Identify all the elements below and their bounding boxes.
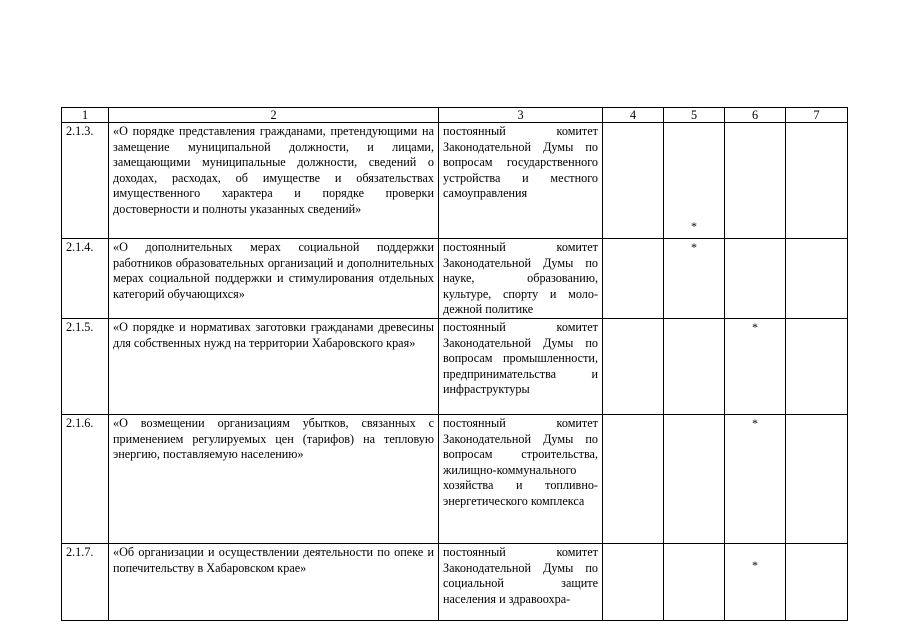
cell-col4 [603,239,664,319]
cell-col6 [725,239,786,319]
cell-col6: * [725,415,786,544]
column-number-1: 1 [62,108,109,123]
column-number-3: 3 [439,108,603,123]
cell-col4 [603,415,664,544]
item-number: 2.1.7. [62,544,109,621]
cell-col4 [603,319,664,415]
table-row [62,239,848,319]
cell-col5: * [664,123,725,239]
cell-col7 [786,319,848,415]
cell-col5 [664,415,725,544]
cell-col7 [786,239,848,319]
cell-col4 [603,123,664,239]
item-number: 2.1.4. [62,239,109,319]
column-number-2: 2 [109,108,439,123]
responsible-committee: постоянный комитет Законодательной Думы по вопросам строительства, жилищно-коммунального хозяйства и топливно-энергетического комплекса [439,415,603,544]
column-number-5: 5 [664,108,725,123]
column-number-6: 6 [725,108,786,123]
cell-col6: * [725,544,786,621]
column-number-7: 7 [786,108,848,123]
bill-title: «О порядке и нормативах заготовки гражданами древесины для собственных нужд на территории Хабаровского края» [109,319,439,415]
legislation-plan-table [61,107,848,621]
responsible-committee: постоянный комитет Законодательной Думы по вопросам государственного устройства и местного самоуправления [439,123,603,239]
bill-title: «О дополнительных мерах социальной поддержки работников образовательных организаций и дополнительных мерах социальной поддержки и стимулирования отдельных категорий обучающихся» [109,239,439,319]
table-row [62,319,848,415]
item-number: 2.1.6. [62,415,109,544]
table-row [62,123,848,239]
responsible-committee: постоянный комитет Законодательной Думы по вопросам промышленности, предпринимательства и инфраструктуры [439,319,603,415]
table-row [62,544,848,621]
column-number-row [62,108,848,123]
column-number-4: 4 [603,108,664,123]
bill-title: «Об организации и осуществлении деятельности по опеке и попечительству в Хабаровском крае» [109,544,439,621]
bill-title: «О возмещении организациям убытков, связанных с применением регулируемых цен (тарифов) на тепловую энергию, поставляемую населению» [109,415,439,544]
cell-col5: * [664,239,725,319]
cell-col6: * [725,319,786,415]
bill-title: «О порядке представления гражданами, претендующими на замещение муниципальной должности, и лицами, замещающими муниципальные должности, сведений о доходах, расходах, об имуществе и обязательствах имущественного характера и порядке проверки достоверности и полноты указанных сведений» [109,123,439,239]
cell-col7 [786,123,848,239]
cell-col6 [725,123,786,239]
responsible-committee: постоянный комитет Законодательной Думы по науке, образованию, культуре, спорту и молодежной политике [439,239,603,319]
cell-col7 [786,544,848,621]
table-row [62,415,848,544]
responsible-committee: постоянный комитет Законодательной Думы по социальной защите населения и здравоохра- [439,544,603,621]
item-number: 2.1.5. [62,319,109,415]
cell-col4 [603,544,664,621]
cell-col5 [664,544,725,621]
cell-col5 [664,319,725,415]
cell-col7 [786,415,848,544]
item-number: 2.1.3. [62,123,109,239]
